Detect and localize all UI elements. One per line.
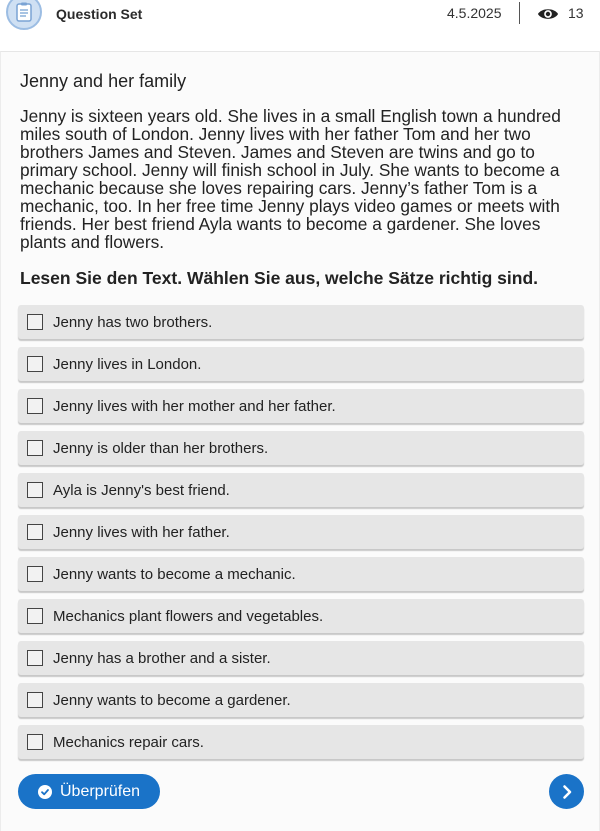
option-item[interactable]	[18, 347, 584, 381]
checkbox[interactable]	[27, 692, 43, 708]
check-circle-icon	[38, 785, 52, 799]
option-item[interactable]	[18, 473, 584, 507]
reading-text: Jenny is sixteen years old. She lives in a small English town a hundred miles south of London. Jenny lives with her father Tom and her two brothers James and Steven. James and Steven are twins and go to primary school. Jenny will finish school in July. She wants to become a mechanic because she loves repairing cars. Jenny’s father Tom is a mechanic, too. In her free time Jenny plays video games or meets with friends. Her best friend Ayla wants to become a gardener. She loves plants and flowers.	[20, 106, 561, 252]
option-item[interactable]	[18, 725, 584, 759]
page-title: Question Set	[56, 6, 143, 22]
clipboard-icon[interactable]	[6, 0, 42, 30]
option-label: Mechanics repair cars.	[53, 733, 204, 751]
checkbox[interactable]	[27, 734, 43, 750]
next-button[interactable]	[549, 774, 584, 809]
text-heading: Jenny and her family	[20, 71, 187, 91]
checkbox[interactable]	[27, 650, 43, 666]
checkbox[interactable]	[27, 482, 43, 498]
instruction-text: Lesen Sie den Text. Wählen Sie aus, welche Sätze richtig sind.	[20, 268, 539, 288]
option-item[interactable]	[18, 599, 584, 633]
option-label: Jenny is older than her brothers.	[53, 439, 269, 457]
checkbox[interactable]	[27, 398, 43, 414]
question-card	[0, 51, 600, 831]
option-item[interactable]	[18, 557, 584, 591]
check-button[interactable]	[18, 774, 160, 809]
option-label: Jenny lives with her mother and her father.	[53, 397, 336, 415]
checkbox[interactable]	[27, 356, 43, 372]
checkbox[interactable]	[27, 524, 43, 540]
checkbox[interactable]	[27, 314, 43, 330]
option-item[interactable]	[18, 431, 584, 465]
checkbox[interactable]	[27, 566, 43, 582]
option-label: Jenny has two brothers.	[53, 313, 213, 331]
checkbox[interactable]	[27, 608, 43, 624]
views-count: 13	[568, 5, 584, 21]
checkbox[interactable]	[27, 440, 43, 456]
option-label: Jenny wants to become a mechanic.	[53, 565, 296, 583]
option-item[interactable]	[18, 641, 584, 675]
check-button-label: Überprüfen	[60, 782, 141, 800]
chevron-right-icon	[560, 784, 574, 800]
option-label: Ayla is Jenny's best friend.	[53, 481, 230, 499]
option-item[interactable]	[18, 305, 584, 339]
header-divider	[519, 2, 520, 24]
option-item[interactable]	[18, 515, 584, 549]
options-list	[18, 305, 584, 767]
option-label: Mechanics plant flowers and vegetables.	[53, 607, 324, 625]
option-label: Jenny wants to become a gardener.	[53, 691, 291, 709]
option-label: Jenny lives with her father.	[53, 523, 230, 541]
option-label: Jenny lives in London.	[53, 355, 202, 373]
eye-icon	[537, 5, 559, 28]
top-bar	[0, 0, 600, 50]
option-item[interactable]	[18, 683, 584, 717]
option-item[interactable]	[18, 389, 584, 423]
date-label: 4.5.2025	[447, 5, 502, 21]
option-label: Jenny has a brother and a sister.	[53, 649, 271, 667]
